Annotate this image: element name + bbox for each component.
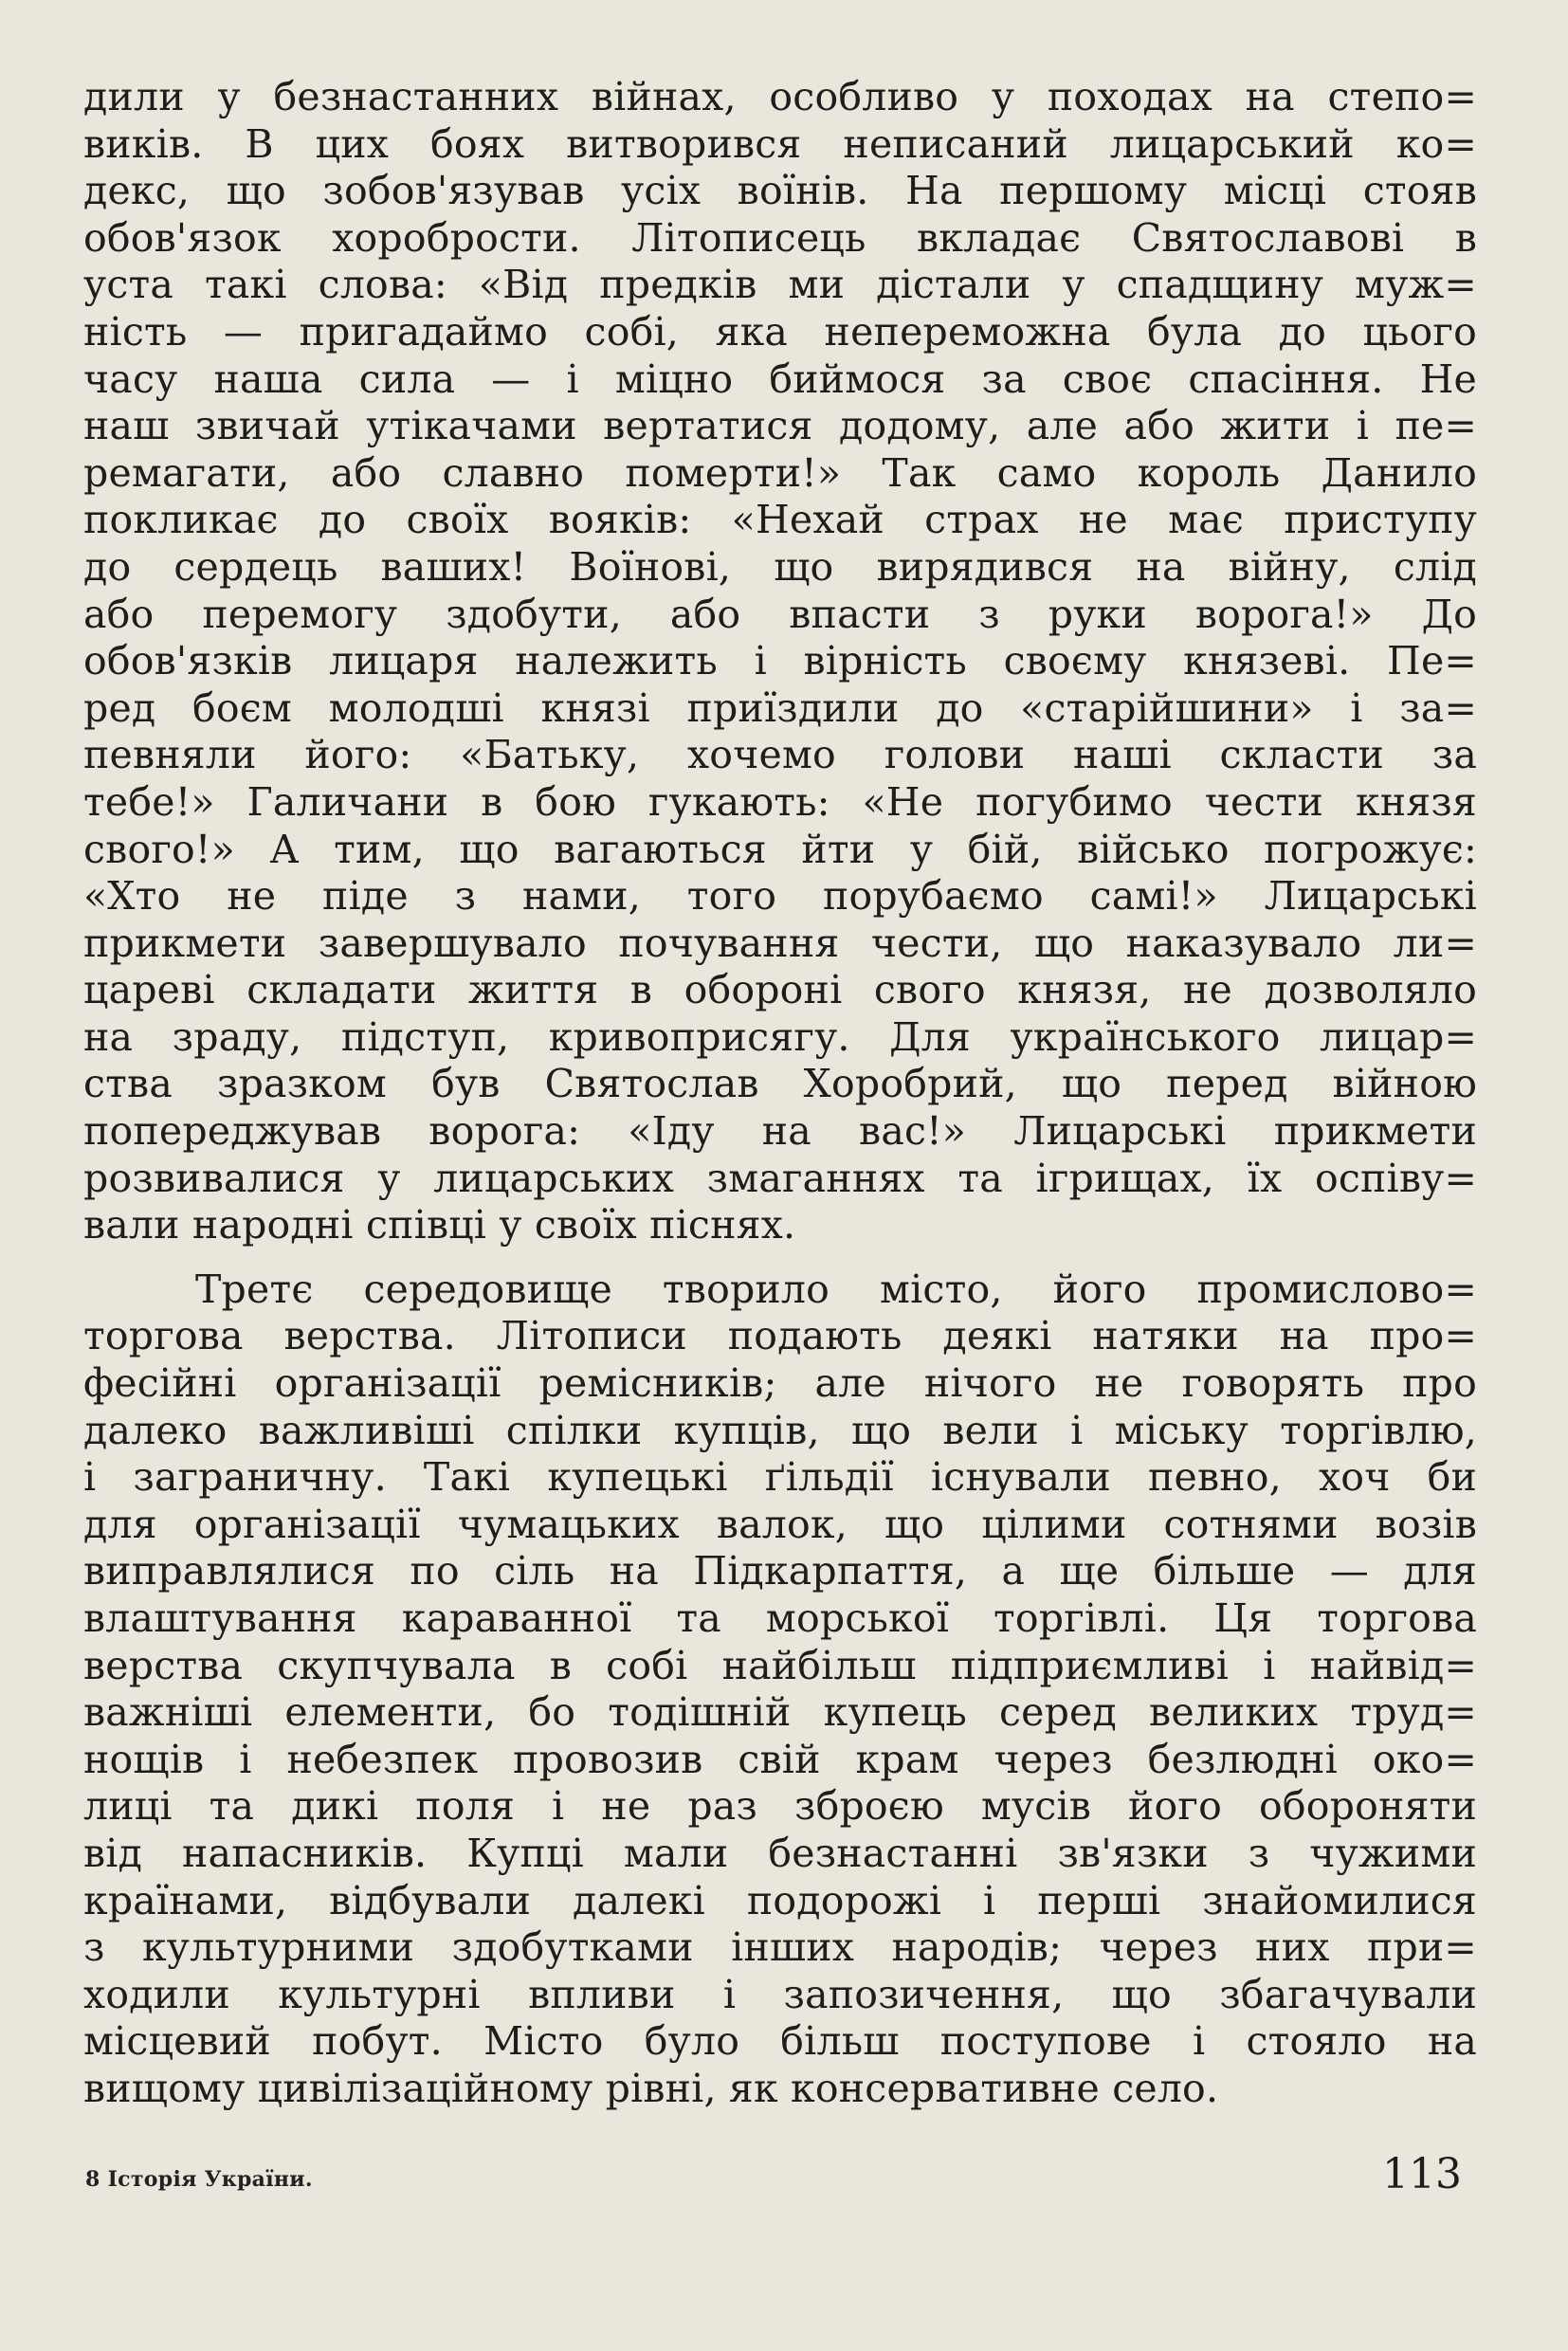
text-line: на зраду, підступ, кривоприсягу. Для українського лицар= xyxy=(83,1013,1477,1060)
text-line: тебе!» Галичани в бою гукають: «Не погубимо чести князя xyxy=(83,778,1477,825)
paragraph-1 xyxy=(83,74,1477,1249)
text-line: верства скупчувала в собі найбільш підприємливі і найвід= xyxy=(83,1642,1477,1688)
text-line: і заграничну. Такі купецькі ґільдії існували певно, хоч би xyxy=(83,1454,1477,1501)
text-line: далеко важливіші спілки купців, що вели і міську торгівлю, xyxy=(83,1407,1477,1453)
text-line: часу наша сила — і міцно биймося за своє спасіння. Не xyxy=(83,355,1477,402)
text-line: обов'язок хоробрости. Літописець вкладає Святославові в xyxy=(83,214,1477,261)
text-line: прикмети завершувало почування чести, що наказувало ли= xyxy=(83,920,1477,966)
text-line: покликає до своїх вояків: «Нехай страх не має приступу xyxy=(83,497,1477,543)
text-line: попереджував ворога: «Іду на вас!» Лицарські прикмети xyxy=(83,1108,1477,1155)
text-line: з культурними здобутками інших народів; через них при= xyxy=(83,1924,1477,1971)
text-line: цареві складати життя в обороні свого князя, не дозволяло xyxy=(83,967,1477,1013)
text-line: ходили культурні впливи і запозичення, що збагачували xyxy=(83,1971,1477,2017)
text-line: влаштування караванної та морської торгівлі. Ця торгова xyxy=(83,1595,1477,1641)
paragraph-gap xyxy=(83,1249,1477,1267)
text-line: декс, що зобов'язував усіх воїнів. На першому місці стояв xyxy=(83,168,1477,214)
page-number: 113 xyxy=(1382,2150,1462,2198)
text-line: або перемогу здобути, або впасти з руки ворога!» До xyxy=(83,591,1477,637)
text-line: виправлялися по сіль на Підкарпаття, а ще більше — для xyxy=(83,1548,1477,1595)
text-line: розвивалися у лицарських змаганнях та ігрищах, їх оспіву= xyxy=(83,1155,1477,1201)
text-line: торгова верства. Літописи подають деякі натяки на про= xyxy=(83,1313,1477,1359)
text-line: «Хто не піде з нами, того порубаємо самі!» Лицарські xyxy=(83,873,1477,920)
text-line: ність — пригадаймо собі, яка непереможна була до цього xyxy=(83,308,1477,355)
text-line: виків. В цих боях витворився неписаний лицарський ко= xyxy=(83,120,1477,167)
text-line: обов'язків лицаря належить і вірність своєму князеві. Пе= xyxy=(83,638,1477,684)
text-line: уста такі слова: «Від предків ми дістали у спадщину муж= xyxy=(83,262,1477,308)
text-line: нощів і небезпек провозив свій крам через безлюдні око= xyxy=(83,1736,1477,1782)
body-text xyxy=(83,74,1477,2113)
text-line: наш звичай утікачами вертатися додому, але або жити і пе= xyxy=(83,403,1477,449)
text-line: лиці та дикі поля і не раз зброєю мусів його обороняти xyxy=(83,1783,1477,1830)
text-line: від напасників. Купці мали безнастанні зв'язки з чужими xyxy=(83,1830,1477,1876)
text-line: ред боєм молодші князі приїздили до «старійшини» і за= xyxy=(83,684,1477,731)
text-line: країнами, відбували далекі подорожі і перші знайомилися xyxy=(83,1877,1477,1923)
text-line: свого!» А тим, що вагаються йти у бій, військо погрожує: xyxy=(83,826,1477,872)
text-line: фесійні організації ремісників; але нічого не говорять про xyxy=(83,1360,1477,1407)
text-line: ства зразком був Святослав Хоробрий, що перед війною xyxy=(83,1061,1477,1107)
text-line: для організації чумацьких валок, що цілими сотнями возів xyxy=(83,1501,1477,1547)
text-line: важніші елементи, бо тодішній купець серед великих труд= xyxy=(83,1689,1477,1736)
text-line: вали народні співці у своїх піснях. xyxy=(83,1202,796,1248)
text-line: певняли його: «Батьку, хочемо голови наші скласти за xyxy=(83,732,1477,778)
paragraph-2 xyxy=(83,1267,1477,2113)
text-line: Третє середовище творило місто, його промислово= xyxy=(195,1266,1477,1312)
text-line: до сердець ваших! Воїнові, що вирядився на війну, слід xyxy=(83,543,1477,590)
text-line: місцевий побут. Місто було більш поступове і стояло на xyxy=(83,2018,1477,2065)
text-line: вищому цивілізаційному рівні, як консервативне село. xyxy=(83,2065,1219,2111)
text-line: дили у безнастанних війнах, особливо у походах на степо= xyxy=(83,74,1477,119)
text-line: ремагати, або славно померти!» Так само король Данило xyxy=(83,449,1477,496)
signature-mark: 8 Історія України. xyxy=(85,2167,313,2192)
